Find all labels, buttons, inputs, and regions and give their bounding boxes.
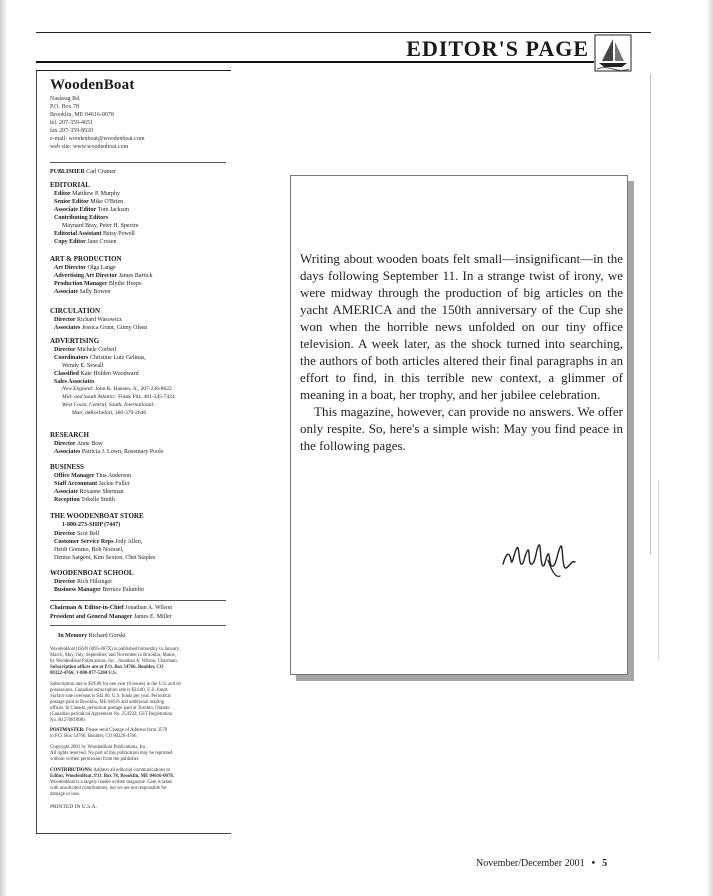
section-editorial: EDITORIAL bbox=[50, 181, 90, 189]
staff-line: Contributing Editors bbox=[54, 215, 109, 221]
sailboat-logo-icon bbox=[594, 34, 632, 72]
scan-edge-right bbox=[708, 0, 713, 896]
staff-line: Heidi Gommo, Bob Noessel, bbox=[54, 547, 124, 553]
address-email: e-mail: woodenboat@woodenboat.com bbox=[50, 136, 145, 142]
staff-line: Director Rich Hilsinger bbox=[54, 579, 113, 585]
section-advertising: ADVERTISING bbox=[50, 337, 100, 345]
fine-print: March, May, July, September, and November in Brooklin, Maine, bbox=[50, 653, 177, 658]
staff-line: Director Richard Wasowicz bbox=[54, 317, 122, 323]
address-line: Brooklin, ME 04616-0078 bbox=[50, 112, 114, 118]
staff-line: Associate Sally Bowen bbox=[54, 289, 111, 295]
editorial-text bbox=[300, 250, 623, 454]
fine-print: by WoodenBoat Publications, Inc., Jonathan A. Wilson, Chairman. bbox=[50, 659, 178, 664]
fine-print: WoodenBoat is a largely reader-written magazine. Care is taken bbox=[50, 780, 173, 785]
top-rule bbox=[36, 32, 651, 33]
page-header-title: EDITOR'S PAGE bbox=[406, 36, 589, 61]
section-business: BUSINESS bbox=[50, 463, 84, 471]
fine-print: 80322-4766; 1-800-877-5284 U.S. bbox=[50, 671, 117, 676]
fine-print: Surface rate overseas is $42.00, U.S. funds per year. Periodical bbox=[50, 694, 171, 699]
staff-line: Associate Editor Tom Jackson bbox=[54, 207, 129, 213]
staff-line: Editor Matthew P. Murphy bbox=[54, 191, 121, 197]
staff-line: Associate Roxanne Sherman bbox=[54, 489, 124, 495]
in-memory-line: In Memory Richard Gorski bbox=[58, 633, 126, 639]
signature-icon bbox=[500, 540, 578, 582]
staff-line: Production Manager Blythe Heepe bbox=[54, 281, 142, 287]
page-number: 5 bbox=[602, 858, 608, 869]
fine-print: Copyright 2001 by WoodenBoat Publications, Inc. bbox=[50, 745, 147, 750]
address-fax: fax 207-359-8920 bbox=[50, 128, 94, 134]
fine-print: damage or loss. bbox=[50, 792, 80, 797]
section-research: RESEARCH bbox=[50, 431, 89, 439]
divider bbox=[50, 625, 226, 626]
staff-line: Customer Service Reps Jody Allen, bbox=[54, 539, 143, 545]
staff-line: Copy Editor Jane Crosen bbox=[54, 239, 117, 245]
fine-print: CONTRIBUTIONS: Address all editorial communications to bbox=[50, 768, 171, 773]
store-phone: 1-800-273-SHIP (7447) bbox=[62, 522, 121, 528]
staff-line: Advertising Art Director James Bartick bbox=[54, 273, 153, 279]
divider bbox=[50, 162, 226, 163]
staff-line: Sales Associates bbox=[54, 379, 95, 385]
fine-print: without written permission from the publisher. bbox=[50, 757, 140, 762]
fine-print: postage paid at Brooklin, ME 04616 and additional mailing bbox=[50, 700, 165, 705]
address-line: P.O. Box 78 bbox=[50, 104, 80, 110]
fine-print: No. R127081008). bbox=[50, 718, 86, 723]
staff-line: Staff Accountant Jackie Fuller bbox=[54, 481, 130, 487]
section-art-production: ART & PRODUCTION bbox=[50, 255, 122, 263]
chairman-line: Chairman & Editor-in-Chief Jonathan A. Wilson bbox=[50, 605, 173, 611]
president-line: President and General Manager James E. Miller bbox=[50, 614, 172, 620]
address-phone: tel. 207-359-4651 bbox=[50, 120, 93, 126]
address-line: Naskeag Rd. bbox=[50, 96, 81, 102]
margin-rule-lower bbox=[658, 480, 659, 660]
editorial-paragraph-1: Writing about wooden boats felt small—insignificant—in the days following September 11. In a strange twist of irony, we were midway through the production of big articles on the yacht AMERICA and the 150th anniversary of the Cup she won when the horrible news unfolded on our tiny office television. A week later, as the shock turned into searching, the authors of both articles altered their final paragraphs in an effort to find, in this terrible new context, a glimmer of meaning in a boat, her trophy, and her jubilee celebration. bbox=[300, 251, 623, 402]
staff-line: Associates Patricia J. Lown, Rosemary Poole bbox=[54, 449, 164, 455]
fine-print: WoodenBoat (ISSN 0095-067X) is published bimonthly in January, bbox=[50, 647, 180, 652]
masthead-brand: WoodenBoat bbox=[50, 77, 135, 93]
staff-line: Classified Kate Holden Woodward bbox=[54, 371, 139, 377]
fine-print: All rights reserved. No part of this publication may be reprinted bbox=[50, 751, 173, 756]
fine-print: possessions. Canadian subscription rate is $34.00, U.S. funds. bbox=[50, 688, 169, 693]
section-store: THE WOODENBOAT STORE bbox=[50, 512, 144, 520]
staff-line: Senior Editor Mike O'Brien bbox=[54, 199, 124, 205]
header-rule bbox=[36, 61, 594, 63]
fine-print: POSTMASTER: Please send Change of Address form 3579 bbox=[50, 728, 168, 733]
fine-print: offices. In Canada, periodical postage paid at Toronto, Ontario bbox=[50, 706, 170, 711]
fine-print: Editor, WoodenBoat, P.O. Box 78, Brooklin, ME 04616-0078. bbox=[50, 774, 174, 779]
staff-line: New England: John K. Hansen, Jr., 207-236-8622 bbox=[62, 386, 172, 392]
staff-line: Wendy E. Sewall bbox=[62, 363, 104, 369]
staff-line: Denise Sargent, Kim Sexton, Chet Staples bbox=[54, 555, 156, 561]
page-footer bbox=[476, 858, 607, 869]
staff-line: Director Michele Corbeil bbox=[54, 347, 117, 353]
staff-line: Reception Tobelle Smith bbox=[54, 497, 115, 503]
section-school: WOODENBOAT SCHOOL bbox=[50, 569, 134, 577]
margin-rule bbox=[650, 74, 651, 554]
staff-line: Coordinators Christine Lutz Gelinas, bbox=[54, 355, 146, 361]
staff-line: Maynard Bray, Peter H. Spectre bbox=[62, 223, 139, 229]
fine-print: Subscription offices are at P.O. Box 54766, Boulder, CO bbox=[50, 665, 164, 670]
divider bbox=[50, 600, 226, 601]
section-circulation: CIRCULATION bbox=[50, 307, 101, 315]
staff-line: Art Director Olga Lange bbox=[54, 265, 116, 271]
address-web: web site: www.woodenboat.com bbox=[50, 144, 129, 150]
scan-edge-left bbox=[0, 0, 6, 896]
staff-line: Associates Jessica Grant, Ginny Olsen bbox=[54, 325, 148, 331]
staff-line: Director Scot Bell bbox=[54, 531, 100, 537]
fine-print: with unsolicited contributions, but we are not responsible for bbox=[50, 786, 167, 791]
staff-line: Marc deRochefort, 360-379-2646 bbox=[72, 410, 147, 416]
issue-date: November/December 2001 bbox=[476, 858, 585, 869]
footer-bullet: • bbox=[591, 858, 596, 869]
staff-line: Business Manager Bernice Palumbo bbox=[54, 587, 144, 593]
staff-line: Mid- and South Atlantic: Frank Fitz, 401-245-7424 bbox=[62, 394, 175, 400]
fine-print: (Canadian periodical Agreement No. 254592; GST Registration bbox=[50, 712, 173, 717]
publisher-line: PUBLISHER Carl Cramer bbox=[50, 169, 117, 175]
staff-line: Office Manager Tina Anderson bbox=[54, 473, 132, 479]
staff-line: Director Anne Bray bbox=[54, 441, 103, 447]
printed-in: PRINTED IN U.S.A. bbox=[50, 804, 97, 810]
editorial-paragraph-2: This magazine, however, can provide no answers. We offer only respite. So, here's a simple wish: May you find peace in the following pages. bbox=[300, 404, 623, 453]
staff-line: West Coast, Central, South, International: bbox=[62, 402, 155, 408]
fine-print: Subscription rate is $29.00 for one year (6 issues) in the U.S. and its bbox=[50, 682, 181, 687]
fine-print: to P.O. Box 54766, Boulder, CO 80328-4766. bbox=[50, 734, 138, 739]
staff-line: Editorial Assistant Betsy Powell bbox=[54, 231, 135, 237]
